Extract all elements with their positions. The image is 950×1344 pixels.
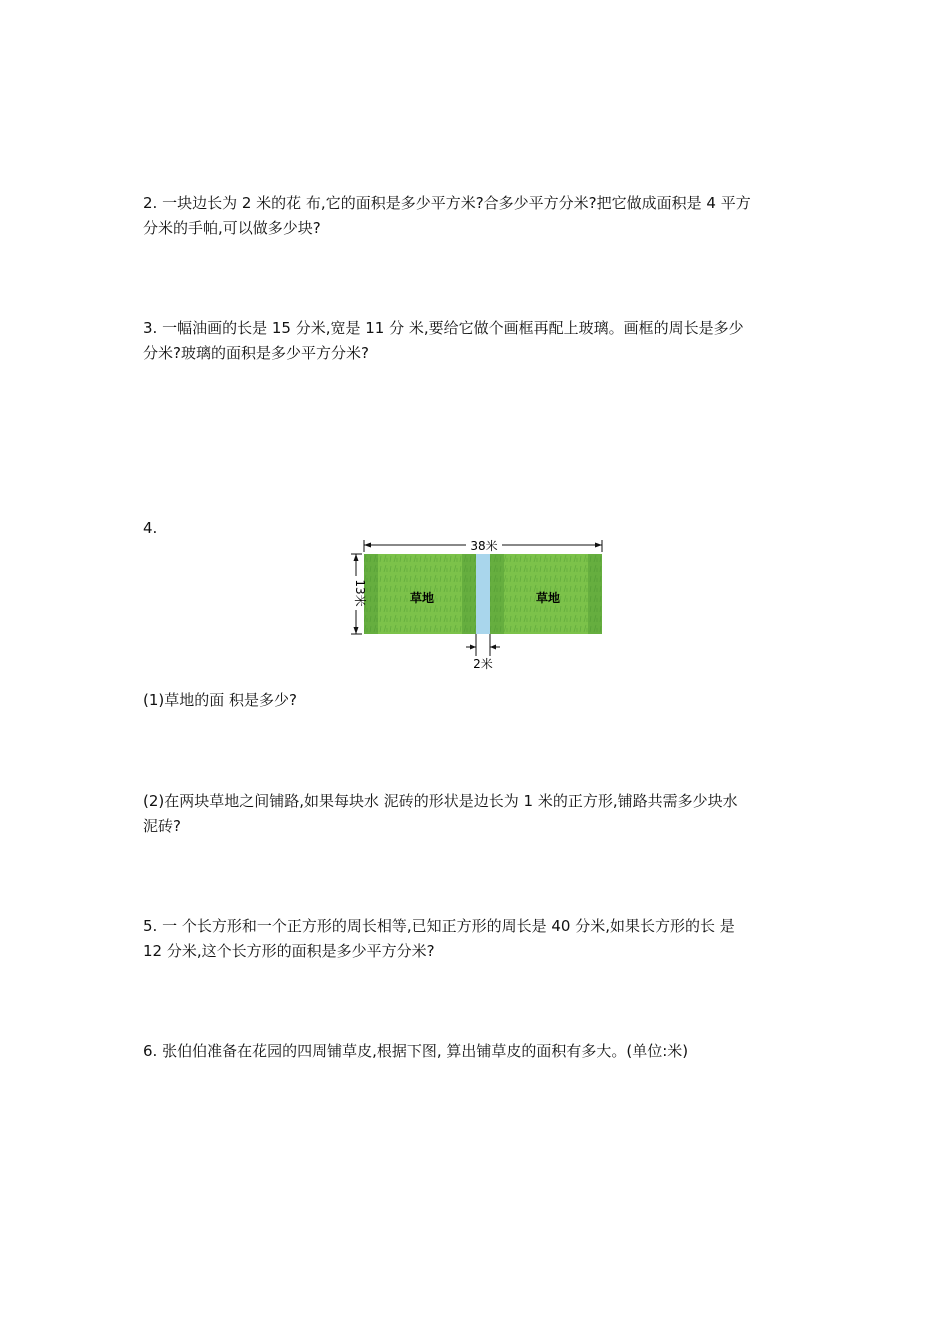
q5-line-1: 5. 一 个长方形和一个正方形的周长相等,已知正方形的周长是 40 分米,如果长方形的长 是 [143, 917, 735, 935]
q6-line-1: 6. 张伯伯准备在花园的四周铺草皮,根据下图, 算出铺草皮的面积有多大。(单位:米) [143, 1042, 689, 1060]
q5-line-2: 12 分米,这个长方形的面积是多少平方分米? [143, 942, 435, 960]
q4-part-2-line-2: 泥砖? [143, 817, 181, 835]
q4-number: 4. [143, 519, 158, 537]
width-label: 38米 [470, 539, 498, 553]
grass-field-diagram [338, 532, 618, 672]
q4-part-2-line-1: (2)在两块草地之间铺路,如果每块水 泥砖的形状是边长为 1 米的正方形,铺路共需多少块水 [143, 792, 738, 810]
road [476, 554, 490, 634]
q3-line-2: 分米?玻璃的面积是多少平方分米? [143, 344, 369, 362]
q2-line-1: 2. 一块边长为 2 米的花 布,它的面积是多少平方米?合多少平方分米?把它做成面积是 4 平方 [143, 194, 751, 212]
road-label: 2米 [473, 657, 493, 671]
right-field-label: 草地 [535, 591, 561, 605]
height-label: 13米 [353, 579, 367, 607]
left-field-label: 草地 [409, 591, 435, 605]
q3-line-1: 3. 一幅油画的长是 15 分米,宽是 11 分 米,要给它做个画框再配上玻璃。画框的周长是多少 [143, 319, 744, 337]
q2-line-2: 分米的手帕,可以做多少块? [143, 219, 321, 237]
q4-part-1: (1)草地的面 积是多少? [143, 691, 297, 709]
